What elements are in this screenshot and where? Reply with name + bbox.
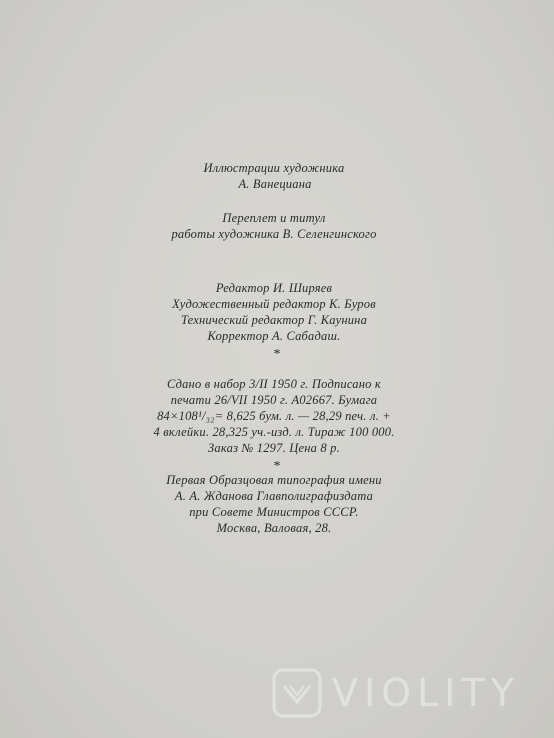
printer-line-3: при Совете Министров СССР. <box>189 505 359 519</box>
illustrations-credit <box>0 160 554 192</box>
separator-star: * <box>273 347 281 362</box>
violity-logo-icon <box>272 668 322 718</box>
printer-line-2: А. А. Жданова Главполиграфиздата <box>174 489 374 503</box>
proofreader-line: Корректор А. Сабадаш. <box>207 329 341 343</box>
imprint-line-1: Сдано в набор 3/II 1950 г. Подписано к <box>167 377 381 391</box>
editors-credit <box>0 280 554 362</box>
printer-info <box>0 472 554 536</box>
editor-line: Редактор И. Ширяев <box>215 281 333 295</box>
imprint-line-2: печати 26/VII 1950 г. А02667. Бумага <box>170 393 378 407</box>
printer-line-1: Первая Образцовая типография имени <box>166 473 382 487</box>
imprint-line-3: 84×108¹/₃₂= 8,625 бум. л. — 28,29 печ. л. + <box>157 409 391 423</box>
binding-credit <box>0 210 554 242</box>
imprint-line-5: Заказ № 1297. Цена 8 р. <box>208 441 340 455</box>
separator-star: * <box>273 459 281 474</box>
art-editor-line: Художественный редактор К. Буров <box>172 297 376 311</box>
imprint-info <box>0 376 554 474</box>
imprint-line-4: 4 вклейки. 28,325 уч.-изд. л. Тираж 100 000. <box>153 425 395 439</box>
illustrations-line-1: Иллюстрации художника <box>203 161 345 175</box>
binding-line-2: работы художника В. Селенгинского <box>171 227 377 241</box>
violity-wordmark: VIOLITY <box>332 671 520 715</box>
violity-watermark <box>272 667 534 719</box>
tech-editor-line: Технический редактор Г. Каунина <box>180 313 368 327</box>
binding-line-1: Переплет и титул <box>222 211 326 225</box>
illustrations-line-2: А. Ванециана <box>238 177 312 191</box>
printer-line-4: Москва, Валовая, 28. <box>216 521 332 535</box>
